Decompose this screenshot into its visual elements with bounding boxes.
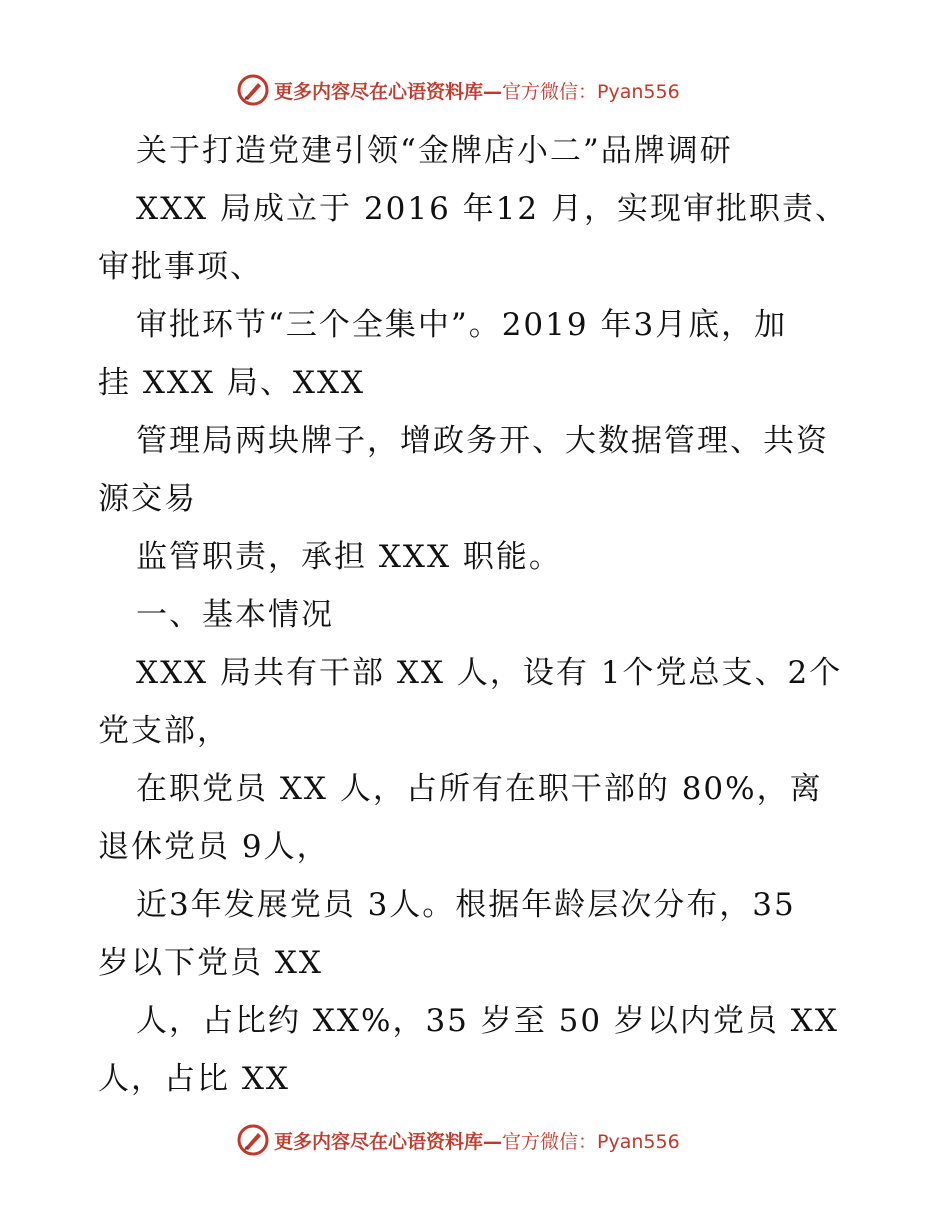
pen-logo-icon	[236, 1123, 270, 1157]
document-body	[98, 122, 858, 1108]
paragraph-line: 退休党员 9人，	[98, 829, 330, 865]
paragraph-line: 源交易	[98, 481, 197, 517]
paragraph-line: 人，占比约 XX%，35 岁至 50 岁以内党员 XX	[136, 1003, 839, 1039]
paragraph-line: 监管职责，承担 XXX 职能。	[136, 539, 562, 575]
pen-logo-icon	[236, 73, 270, 107]
paragraph-line: 审批环节“三个全集中”。2019 年3月底，加	[136, 307, 788, 343]
document-title: 关于打造党建引领“金牌店小二”品牌调研	[136, 133, 733, 169]
paragraph-line: 岁以下党员 XX	[98, 945, 323, 981]
footer-watermark	[236, 1122, 680, 1158]
header-watermark	[236, 72, 680, 108]
paragraph-line: 挂 XXX 局、XXX	[98, 365, 366, 401]
paragraph-line: 人，占比 XX	[98, 1061, 290, 1097]
paragraph-line: 管理局两块牌子，增政务开、大数据管理、共资	[136, 423, 829, 459]
watermark-text: 更多内容尽在心语资料库—	[274, 1130, 503, 1153]
watermark-contact: 官方微信：Pyan556	[502, 80, 680, 103]
paragraph-line: XXX 局共有干部 XX 人，设有 1个党总支、2个	[136, 655, 843, 691]
paragraph-line: XXX 局成立于 2016 年12 月，实现审批职责、	[136, 191, 848, 227]
paragraph-line: 在职党员 XX 人，占所有在职干部的 80%，离	[136, 771, 823, 807]
watermark-text: 更多内容尽在心语资料库—	[274, 80, 503, 103]
paragraph-line: 近3年发展党员 3人。根据年龄层次分布，35	[136, 887, 796, 923]
section-heading: 一、基本情况	[136, 597, 334, 633]
paragraph-line: 党支部，	[98, 713, 230, 749]
paragraph-line: 审批事项、	[98, 249, 263, 285]
watermark-contact: 官方微信：Pyan556	[502, 1130, 680, 1153]
